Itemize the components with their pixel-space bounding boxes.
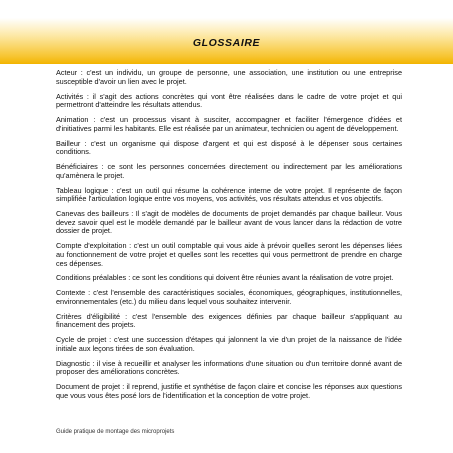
glossary-entry: Contexte : c'est l'ensemble des caractéristiques sociales, économiques, géographiques, institutionnelles, environnementales (etc.) du milieu dans lequel vous souhaitez intervenir. <box>56 288 402 306</box>
glossary-entry: Cycle de projet : c'est une succession d'étapes qui jalonnent la vie d'un projet de la naissance de l'idée initiale aux leçons tirées de son évaluation. <box>56 335 402 353</box>
glossary-content <box>56 69 402 407</box>
glossary-entry: Bailleur : c'est un organisme qui dispose d'argent et qui est disposé à le dépenser sous certaines conditions. <box>56 138 402 157</box>
header-band <box>0 0 453 64</box>
glossary-entry: Activités : il s'agit des actions concrètes qui vont être réalisées dans le cadre de votre projet et qui permettront d'atteindre les résultats attendus. <box>56 91 402 110</box>
page-title: GLOSSAIRE <box>192 37 261 49</box>
glossary-entry: Tableau logique : c'est un outil qui résume la cohérence interne de votre projet. Il représente de façon simplifiée l'articulation logique entre vos moyens, vos activités, vos résultats attendus et vos objectifs. <box>56 185 402 204</box>
glossary-entry: Document de projet : il reprend, justifie et synthétise de façon claire et concise les réponses aux questions que vous vous êtes posé lors de l'identification et la conception de votre projet. <box>56 382 402 400</box>
glossary-entry: Critères d'éligibilité : c'est l'ensemble des exigences définies par chaque bailleur s'appliquant au financement des projets. <box>56 311 402 330</box>
glossary-entry: Acteur : c'est un individu, un groupe de personne, une association, une institution ou une entreprise susceptible d'avoir un lien avec le projet. <box>56 68 402 86</box>
glossary-entry: Canevas des bailleurs : Il s'agit de modèles de documents de projet demandés par chaque bailleur. Vous devez savoir quel est le modèle demandé par le bailleur avant de vous lancer dans la rédaction de votre dossier de projet. <box>56 209 402 236</box>
glossary-entry: Bénéficiaires : ce sont les personnes concernées directement ou indirectement par les améliorations qu'amènera le projet. <box>56 162 402 180</box>
glossary-entry: Animation : c'est un processus visant à susciter, accompagner et faciliter l'émergence d'idées et d'initiatives parmi les habitants. Elle est réalisée par un animateur, technicien ou agent de développement. <box>56 115 402 133</box>
glossary-entry: Compte d'exploitation : c'est un outil comptable qui vous aide à prévoir quelles seront les dépenses liées au fonctionnement de votre projet et quelles sont les recettes qui vous permettront de prendre en charge ces dépenses. <box>56 241 402 268</box>
glossary-entry: Diagnostic : il vise à recueillir et analyser les informations d'une situation ou d'un territoire donné avant de proposer des améliorations concrètes. <box>56 358 402 377</box>
page-footer: Guide pratique de montage des microprojets <box>56 429 175 435</box>
glossary-entry: Conditions préalables : ce sont les conditions qui doivent être réunies avant la réalisation de votre projet. <box>56 273 394 283</box>
